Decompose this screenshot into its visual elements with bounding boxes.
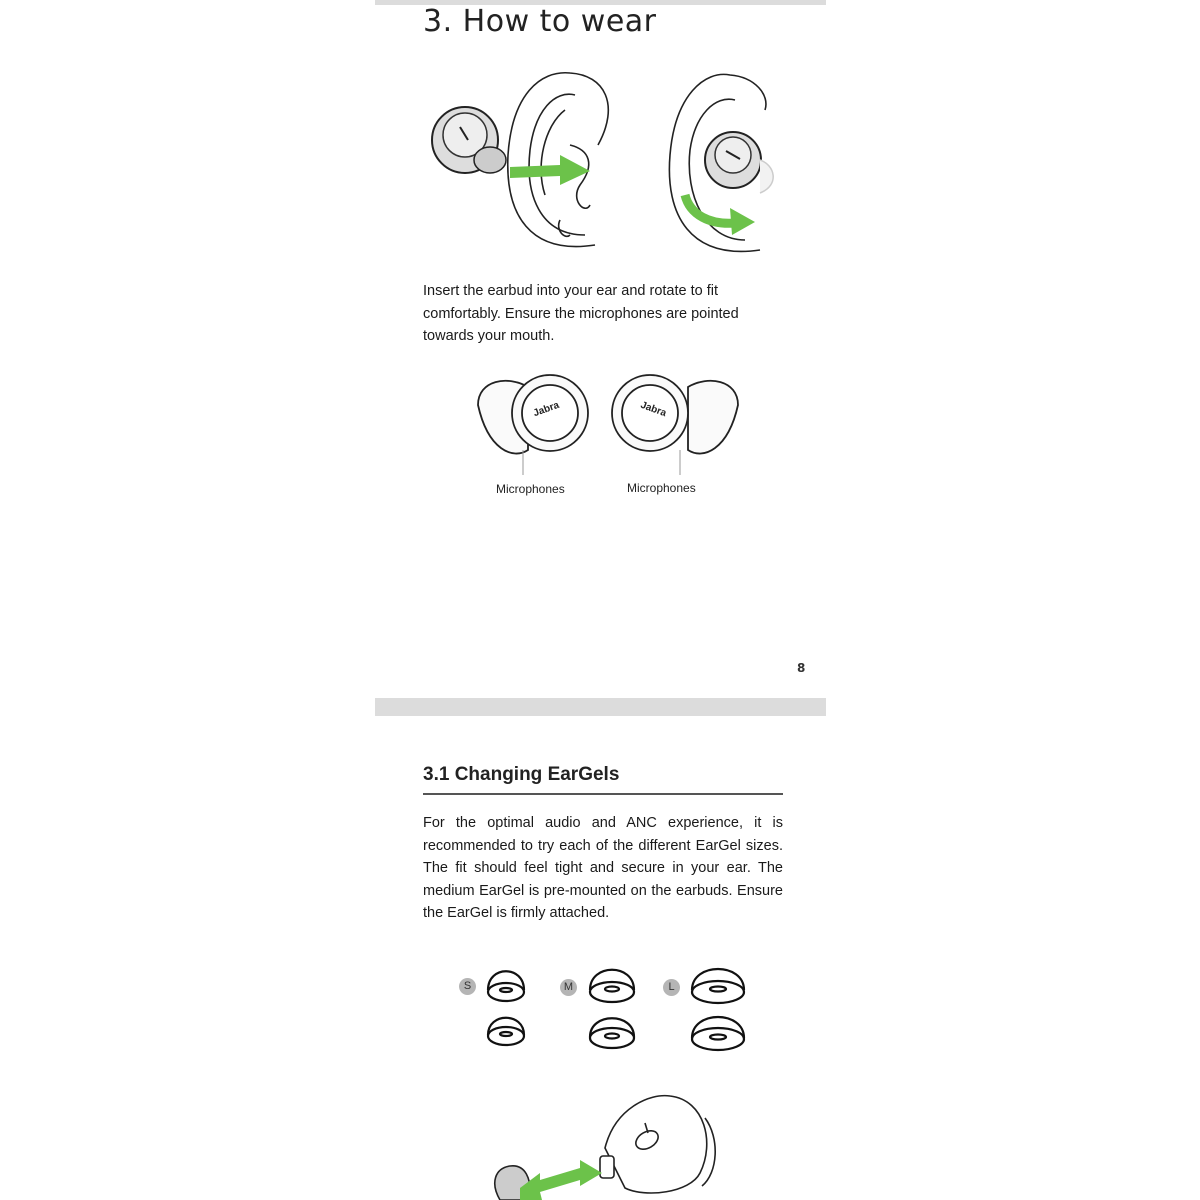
eargels-instructions: For the optimal audio and ANC experience, it is recommended to try each of the different EarGel sizes. The fit should feel tight and secure in your ear. The medium EarGel is pre-mounted on the earbuds. Ensure the EarGel is firmly attached. bbox=[423, 815, 783, 921]
jabra-logo-right: Jabra bbox=[638, 399, 668, 420]
size-badge-small: S bbox=[459, 978, 476, 995]
size-badge-large: L bbox=[663, 979, 680, 996]
ear-insert-illustration bbox=[420, 65, 800, 260]
eargel-attach-illustration bbox=[480, 1088, 760, 1200]
wear-instruction: Insert the earbud into your ear and rotate to fit comfortably. Ensure the microphones are pointed towards your mouth. bbox=[423, 283, 739, 344]
eargel-sizes-illustration bbox=[480, 960, 760, 1060]
section-heading-changing-eargels: 3.1 Changing EarGels bbox=[423, 764, 620, 785]
page-number: 8 bbox=[797, 661, 806, 675]
earbuds-microphones-illustration bbox=[468, 375, 748, 475]
heading-underline bbox=[423, 793, 783, 795]
page-divider bbox=[375, 698, 826, 716]
microphones-label-right: Microphones bbox=[627, 481, 696, 495]
section-heading-how-to-wear: 3. How to wear bbox=[423, 4, 657, 39]
microphones-label-left: Microphones bbox=[496, 482, 565, 496]
size-badge-medium: M bbox=[560, 979, 577, 996]
jabra-logo-left: Jabra bbox=[531, 399, 561, 420]
